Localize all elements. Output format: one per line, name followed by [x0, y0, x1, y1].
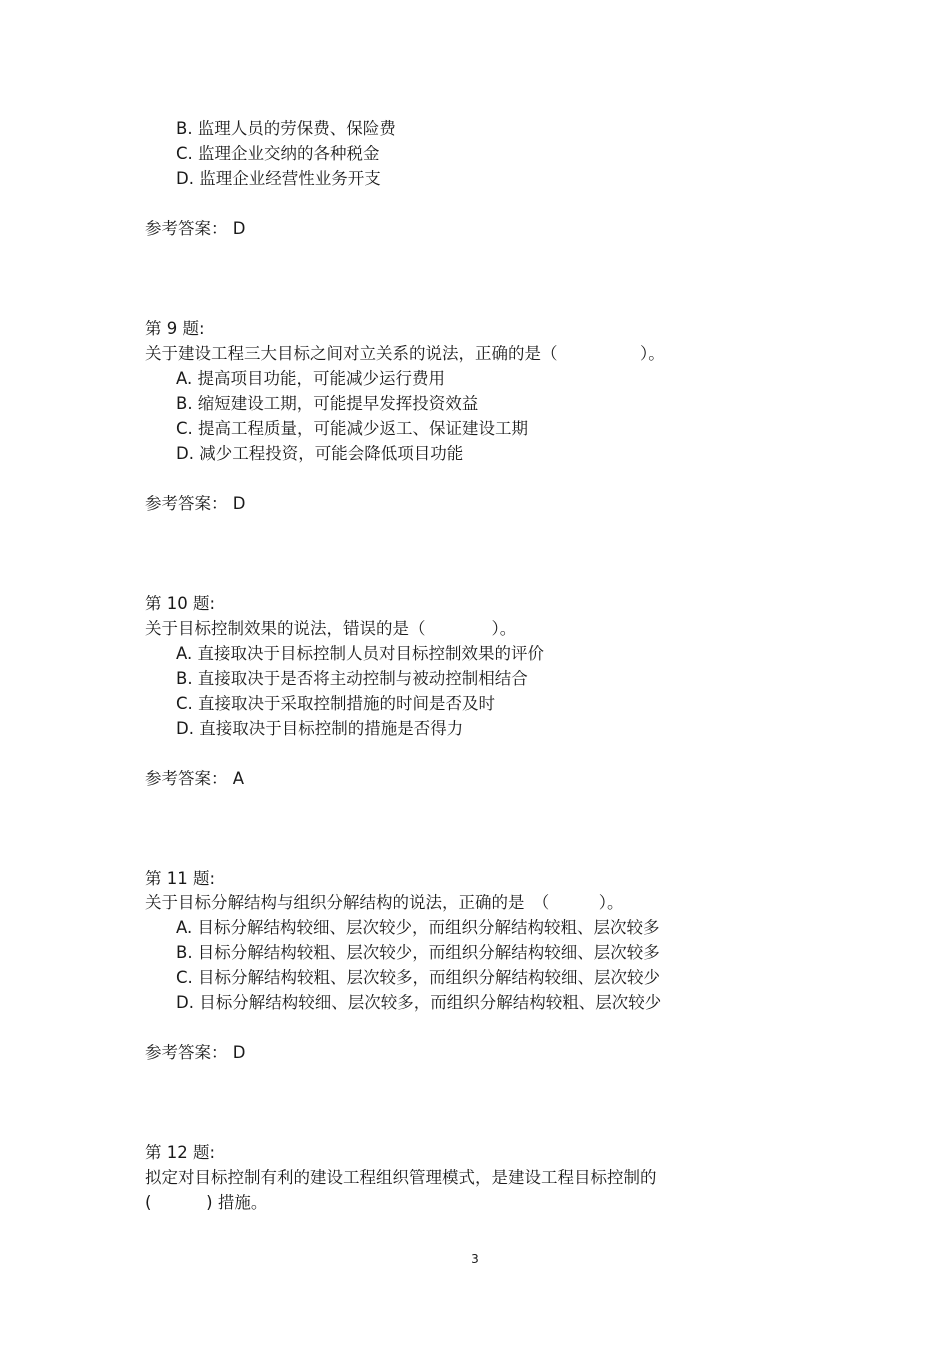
option-a: A. 提高项目功能，可能减少运行费用 [176, 369, 445, 388]
page-number: 3 [471, 1252, 479, 1266]
option-d: D. 减少工程投资，可能会降低项目功能 [176, 444, 464, 463]
option-c: C. 监理企业交纳的各种税金 [176, 144, 380, 163]
option-a: A. 直接取决于目标控制人员对目标控制效果的评价 [176, 644, 544, 663]
reference-answer: 参考答案： D [145, 219, 246, 238]
option-d: D. 监理企业经营性业务开支 [176, 169, 381, 188]
option-c: C. 提高工程质量，可能减少返工、保证建设工期 [176, 419, 529, 438]
question-number: 第 11 题: [145, 869, 216, 888]
option-d: D. 目标分解结构较细、层次较多，而组织分解结构较粗、层次较少 [176, 993, 662, 1012]
option-b: B. 监理人员的劳保费、保险费 [176, 119, 396, 138]
option-b: B. 目标分解结构较粗、层次较少，而组织分解结构较细、层次较多 [176, 943, 660, 962]
reference-answer: 参考答案： D [145, 494, 246, 513]
question-stem: 拟定对目标控制有利的建设工程组织管理模式，是建设工程目标控制的 [145, 1168, 657, 1187]
option-d: D. 直接取决于目标控制的措施是否得力 [176, 719, 464, 738]
option-c: C. 目标分解结构较粗、层次较多，而组织分解结构较细、层次较少 [176, 968, 661, 987]
question-number: 第 12 题: [145, 1143, 216, 1162]
question-number: 第 10 题: [145, 594, 216, 613]
question-stem: 关于建设工程三大目标之间对立关系的说法，正确的是（ ）。 [145, 344, 665, 363]
option-c: C. 直接取决于采取控制措施的时间是否及时 [176, 694, 496, 713]
question-stem: 关于目标分解结构与组织分解结构的说法，正确的是 （ ）。 [145, 893, 624, 912]
reference-answer: 参考答案： A [145, 769, 245, 788]
question-stem-continued: ( ) 措施。 [145, 1193, 268, 1212]
option-b: B. 直接取决于是否将主动控制与被动控制相结合 [176, 669, 528, 688]
option-a: A. 目标分解结构较细、层次较少，而组织分解结构较粗、层次较多 [176, 918, 660, 937]
question-number: 第 9 题: [145, 319, 205, 338]
option-b: B. 缩短建设工期，可能提早发挥投资效益 [176, 394, 479, 413]
question-stem: 关于目标控制效果的说法，错误的是（ ）。 [145, 619, 517, 638]
reference-answer: 参考答案： D [145, 1043, 246, 1062]
